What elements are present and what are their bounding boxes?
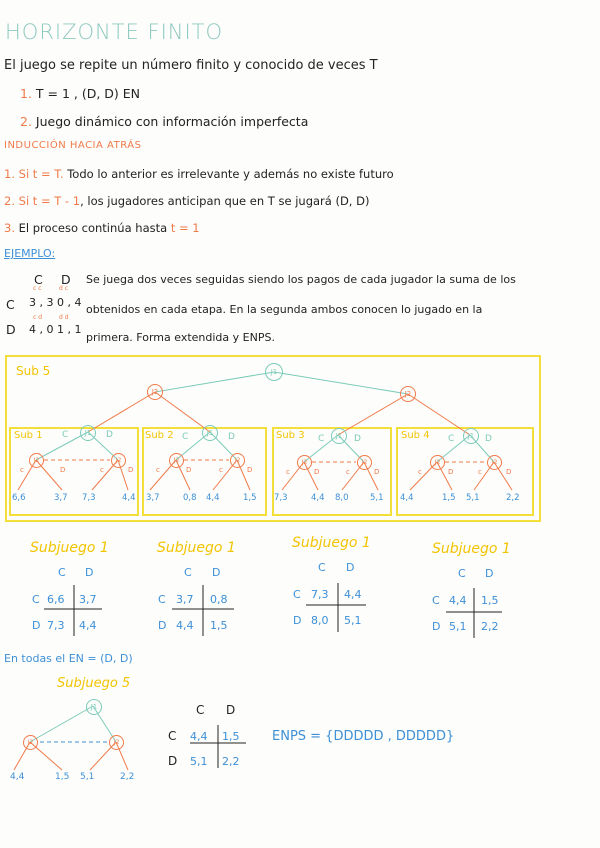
induction-heading: INDUCCIÓN HACIA ATRÁS xyxy=(4,140,142,151)
subgame5-row: C xyxy=(168,729,177,743)
sub4-node: J1 xyxy=(463,428,479,444)
table-cell: 6,6 xyxy=(47,593,65,606)
table-row: C xyxy=(293,588,301,601)
branch-label-c: C xyxy=(182,432,189,442)
root-node: J1 xyxy=(265,363,283,381)
sub3-label: Sub 3 xyxy=(276,430,305,441)
branch-label-d: D xyxy=(106,430,113,440)
sub2-node: J1 xyxy=(202,425,218,441)
table-row: D xyxy=(32,619,41,632)
branch-label-d: D xyxy=(354,434,361,444)
branch-label-d: D xyxy=(228,432,235,442)
sub2-label: Sub 2 xyxy=(145,430,174,441)
sub2-node-left: J2 xyxy=(169,453,184,468)
sub5-label: Sub 5 xyxy=(16,364,51,378)
table-col: C xyxy=(58,566,66,579)
subgame5-cell: 1,5 xyxy=(222,730,240,743)
table-cell: 5,1 xyxy=(344,614,362,627)
matrix-col-d: D xyxy=(61,272,71,287)
step-number: 1. xyxy=(4,167,15,181)
branch-label-low-d: D xyxy=(186,466,192,474)
table-row: D xyxy=(158,619,167,632)
leaf: 4,4 xyxy=(400,493,414,503)
subgame-title-3: Subjuego 1 xyxy=(292,535,371,551)
leaf: 3,7 xyxy=(54,493,68,503)
leaf: 1,5 xyxy=(442,493,456,503)
matrix-cell: 1 , 1 xyxy=(57,323,82,336)
matrix-mark: c c xyxy=(33,285,42,292)
subgame5-leaf: 1,5 xyxy=(55,772,70,782)
branch-label-low-c: c xyxy=(286,468,290,476)
subgame-title-4: Subjuego 1 xyxy=(432,541,511,557)
branch-label-low-c: c xyxy=(156,466,160,474)
branch-label-low-d: D xyxy=(448,468,454,476)
branch-label-c: C xyxy=(448,434,455,444)
branch-label-c: C xyxy=(62,430,69,440)
matrix-cell: 4 , 0 xyxy=(29,323,54,336)
subgame5-cell: 5,1 xyxy=(190,755,208,768)
subgame5-root: J1 xyxy=(86,699,102,715)
sub3-node-left: J2 xyxy=(297,455,312,470)
table-cell: 7,3 xyxy=(47,619,65,632)
table-cell: 3,7 xyxy=(79,593,97,606)
table-col: C xyxy=(184,566,192,579)
branch-label-low-c: c xyxy=(418,468,422,476)
table-row: D xyxy=(293,614,302,627)
matrix-cell: 3 , 3 xyxy=(29,296,54,309)
subgame5-title: Subjuego 5 xyxy=(57,676,131,691)
sub4-label: Sub 4 xyxy=(401,430,430,441)
table-row: C xyxy=(32,593,40,606)
conclusion-text: En todas el EN = (D, D) xyxy=(4,652,133,665)
leaf: 5,1 xyxy=(370,493,384,503)
subgame5-cell: 4,4 xyxy=(190,730,208,743)
table-col: D xyxy=(85,566,94,579)
table-cell: 7,3 xyxy=(311,588,329,601)
sub2-node-right: J2 xyxy=(230,453,245,468)
table-cell: 8,0 xyxy=(311,614,329,627)
table-cell: 5,1 xyxy=(449,620,467,633)
leaf: 1,5 xyxy=(243,493,257,503)
subgame-title-1: Subjuego 1 xyxy=(30,540,109,556)
subgame5-col: D xyxy=(226,703,236,717)
step-prefix: Si xyxy=(18,167,30,181)
table-cell: 4,4 xyxy=(449,594,467,607)
enps-result: ENPS = {DDDDD , DDDDD} xyxy=(272,729,455,744)
leaf: 0,8 xyxy=(183,493,197,503)
page-title: HORIZONTE FINITO xyxy=(5,20,224,44)
example-text-line-3: primera. Forma extendida y ENPS. xyxy=(86,331,275,344)
table-cell: 1,5 xyxy=(210,619,228,632)
matrix-mark: d c xyxy=(59,285,69,292)
branch-label-low-c: c xyxy=(219,466,223,474)
branch-label-low-d: D xyxy=(60,466,66,474)
step-text: El proceso continúa hasta xyxy=(18,221,168,235)
mid-node-left: J2 xyxy=(147,384,163,400)
example-text-line-1: Se juega dos veces seguidas siendo los pagos de cada jugador la suma de los xyxy=(86,273,516,286)
subgame5-leaf: 4,4 xyxy=(10,772,25,782)
sub1-node: J1 xyxy=(80,425,96,441)
mid-node-right: J2 xyxy=(400,386,416,402)
branch-label-low-d: D xyxy=(506,468,512,476)
step-number: 2. xyxy=(4,194,15,208)
branch-label-low-d: D xyxy=(128,466,134,474)
sub4-node-left: J2 xyxy=(430,455,445,470)
example-text-line-2: obtenidos en cada etapa. En la segunda ambos conocen lo jugado en la xyxy=(86,303,483,316)
subgame5-right: J2 xyxy=(109,735,124,750)
leaf: 3,7 xyxy=(146,493,160,503)
step-tail: t = 1 xyxy=(170,221,200,235)
branch-label-d: D xyxy=(485,434,492,444)
point-text: Juego dinámico con información imperfecta xyxy=(35,114,309,129)
branch-label-low-c: c xyxy=(20,466,24,474)
step-prefix: Si xyxy=(18,194,30,208)
table-cell: 0,8 xyxy=(210,593,228,606)
branch-label-low-c: c xyxy=(346,468,350,476)
leaf: 2,2 xyxy=(506,493,520,503)
table-cell: 4,4 xyxy=(79,619,97,632)
subgame5-left: J2 xyxy=(23,735,38,750)
leaf: 4,4 xyxy=(311,493,325,503)
branch-label-low-d: D xyxy=(247,466,253,474)
branch-label-low-c: c xyxy=(478,468,482,476)
table-cell: 4,4 xyxy=(176,619,194,632)
point-text: T = 1 , (D, D) EN xyxy=(35,86,141,101)
table-cell: 3,7 xyxy=(176,593,194,606)
subgame5-row: D xyxy=(168,754,178,768)
table-row: C xyxy=(158,593,166,606)
table-col: D xyxy=(485,567,494,580)
table-cell: 1,5 xyxy=(481,594,499,607)
point-number: 2. xyxy=(20,114,32,129)
matrix-mark: c d xyxy=(33,314,43,321)
intro-text: El juego se repite un número finito y conocido de veces T xyxy=(4,58,378,73)
table-row: D xyxy=(432,620,441,633)
sub1-label: Sub 1 xyxy=(14,430,43,441)
matrix-mark: d d xyxy=(59,314,69,321)
matrix-cell: 0 , 4 xyxy=(57,296,82,309)
matrix-col-c: C xyxy=(34,272,43,287)
table-col: D xyxy=(346,561,355,574)
leaf: 4,4 xyxy=(122,493,136,503)
sub1-node-left: J2 xyxy=(29,453,44,468)
table-cell: 2,2 xyxy=(481,620,499,633)
example-heading: EJEMPLO: xyxy=(4,247,56,260)
table-cell: 4,4 xyxy=(344,588,362,601)
table-col: C xyxy=(458,567,466,580)
branch-label-low-d: D xyxy=(374,468,380,476)
matrix-row-c: C xyxy=(6,297,15,312)
branch-label-low-c: c xyxy=(100,466,104,474)
sub4-node-right: J2 xyxy=(487,455,502,470)
sub1-node-right: J2 xyxy=(111,453,126,468)
sub3-node: J1 xyxy=(331,428,347,444)
subgame-title-2: Subjuego 1 xyxy=(157,540,236,556)
step-condition: t = T. xyxy=(32,167,64,181)
leaf: 6,6 xyxy=(12,493,26,503)
subgame5-cell: 2,2 xyxy=(222,755,240,768)
matrix-row-d: D xyxy=(6,322,16,337)
subgame5-col: C xyxy=(196,703,205,717)
step-number: 3. xyxy=(4,221,15,235)
leaf: 8,0 xyxy=(335,493,349,503)
subgame5-leaf: 5,1 xyxy=(80,772,95,782)
point-number: 1. xyxy=(20,86,32,101)
branch-label-c: C xyxy=(318,434,325,444)
leaf: 7,3 xyxy=(274,493,288,503)
leaf: 7,3 xyxy=(82,493,96,503)
sub3-node-right: J2 xyxy=(357,455,372,470)
step-text: , los jugadores anticipan que en T se jugará (D, D) xyxy=(80,194,370,208)
subgame5-leaf: 2,2 xyxy=(120,772,135,782)
branch-label-low-d: D xyxy=(314,468,320,476)
table-col: C xyxy=(318,561,326,574)
leaf: 5,1 xyxy=(466,493,480,503)
table-row: C xyxy=(432,594,440,607)
step-condition: t = T - 1 xyxy=(32,194,81,208)
leaf: 4,4 xyxy=(206,493,220,503)
step-text: Todo lo anterior es irrelevante y además no existe futuro xyxy=(67,167,394,181)
table-col: D xyxy=(212,566,221,579)
